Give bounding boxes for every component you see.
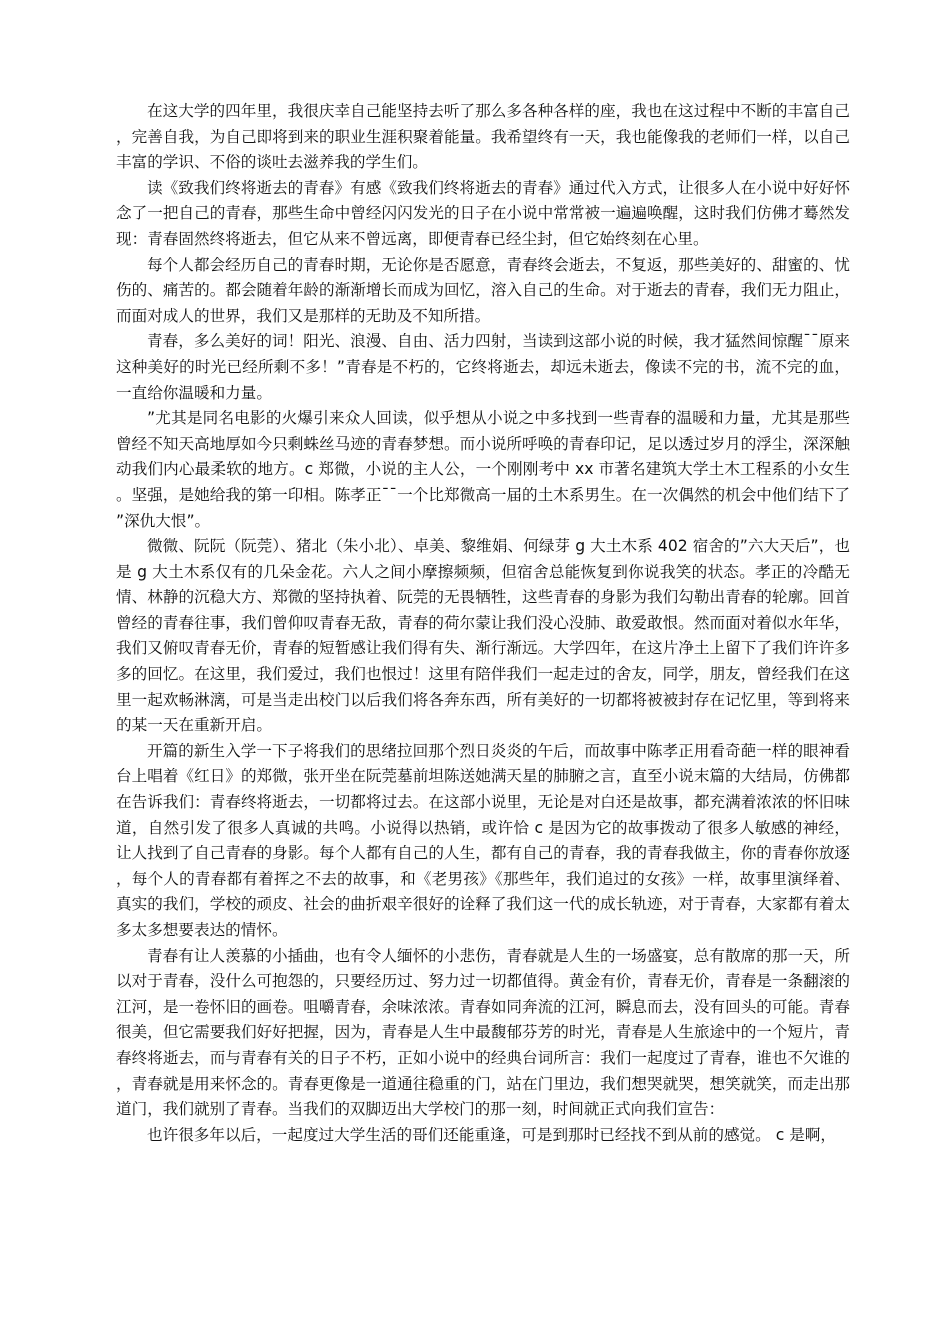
- paragraph: 也许很多年以后，一起度过大学生活的哥们还能重逢，可是到那时已经找不到从前的感觉。 c 是啊，: [147, 1125, 837, 1144]
- paragraph: 每个人都会经历自己的青春时期，无论你是否愿意，青春终会逝去，不复返，那些美好的、甜蜜的、忧伤的、痛苦的。都会随着年龄的渐渐增长而成为回忆，溶入自己的生命。对于逝去的青春，我们无力阻止，而面对成人的世界，我们又是那样的无助及不知所措。: [116, 255, 850, 325]
- paragraph: 读《致我们终将逝去的青春》有感《致我们终将逝去的青春》通过代入方式，让很多人在小说中好好怀念了一把自己的青春，那些生命中曾经闪闪发光的日子在小说中常常被一遍遍唤醒，这时我们仿佛才蓦然发现：青春固然终将逝去，但它从来不曾远离，即便青春已经尘封，但它始终刻在心里。: [116, 178, 850, 248]
- document-page: [116, 99, 850, 1148]
- paragraph: 微微、阮阮（阮莞）、猪北（朱小北）、卓美、黎维娟、何绿芽 g 大土木系 402 宿舍的”六大天后”，也是 g 大土木系仅有的几朵金花。六人之间小摩擦频频，但宿舍总能恢复到你说我笑的状态。孝正的冷酷无情、林静的沉稳大方、郑微的坚持执着、阮莞的无畏牺牲，这些青春的身影为我们勾勒出青春的轮廓。回首曾经的青春往事，我们曾仰叹青春无敌，青春的荷尔蒙让我们没心没肺、敢爱敢恨。然而面对着似水年华，我们又俯叹青春无价，青春的短暂感让我们得有失、渐行渐远。大学四年，在这片净土上留下了我们许许多多的回忆。在这里，我们爱过，我们也恨过！这里有陪伴我们一起走过的舍友，同学，朋友，曾经我们在这里一起欢畅淋漓，可是当走出校门以后我们将各奔东西，所有美好的一切都将被被封存在记忆里，等到将来的某一天在重新开启。: [116, 537, 850, 735]
- paragraph: 青春，多么美好的词！阳光、浪漫、自由、活力四射，当读到这部小说的时候，我才猛然间惊醒¯¯原来这种美好的时光已经所剩不多！”青春是不朽的，它终将逝去，却远未逝去，像读不完的书，流不完的血，一直给你温暖和力量。: [116, 332, 850, 402]
- paragraph: 青春有让人羡慕的小插曲，也有令人缅怀的小悲伤，青春就是人生的一场盛宴，总有散席的那一天，所以对于青春，没什么可抱怨的，只要经历过、努力过一切都值得。黄金有价，青春无价，青春是一条翻滚的江河，是一卷怀旧的画卷。咀嚼青春，余味浓浓。青春如同奔流的江河，瞬息而去，没有回头的可能。青春很美，但它需要我们好好把握，因为，青春是人生中最馥郁芬芳的时光，青春是人生旅途中的一个短片，青春终将逝去，而与青春有关的日子不朽，正如小说中的经典台词所言：我们一起度过了青春，谁也不欠谁的，青春就是用来怀念的。青春更像是一道通往稳重的门，站在门里边，我们想哭就哭，想笑就笑，而走出那道门，我们就别了青春。当我们的双脚迈出大学校门的那一刻，时间就正式向我们宣告：: [116, 946, 850, 1119]
- paragraph: 在这大学的四年里，我很庆幸自己能坚持去听了那么多各种各样的座，我也在这过程中不断的丰富自己，完善自我，为自己即将到来的职业生涯积聚着能量。我希望终有一天，我也能像我的老师们一样，以自己丰富的学识、不俗的谈吐去滋养我的学生们。: [116, 102, 850, 172]
- paragraph: ”尤其是同名电影的火爆引来众人回读，似乎想从小说之中多找到一些青春的温暖和力量，尤其是那些曾经不知天高地厚如今只剩蛛丝马迹的青春梦想。而小说所呼唤的青春印记，足以透过岁月的浮尘，深深触动我们内心最柔软的地方。c 郑微，小说的主人公，一个刚刚考中 xx 市著名建筑大学土木工程系的小女生。坚强，是她给我的第一印相。陈孝正¯¯一个比郑微高一届的土木系男生。在一次偶然的机会中他们结下了”深仇大恨”。: [116, 409, 850, 530]
- paragraph: 开篇的新生入学一下子将我们的思绪拉回那个烈日炎炎的午后，而故事中陈孝正用看奇葩一样的眼神看台上唱着《红日》的郑微，张开坐在阮莞墓前坦陈送她满天星的肺腑之言，直至小说末篇的大结局，仿佛都在告诉我们：青春终将逝去，一切都将过去。在这部小说里，无论是对白还是故事，都充满着浓浓的怀旧味道，自然引发了很多人真诚的共鸣。小说得以热销，或许恰 c 是因为它的故事拨动了很多人敏感的神经，让人找到了自己青春的身影。每个人都有自己的人生，都有自己的青春，我的青春我做主，你的青春你放逐，每个人的青春都有着挥之不去的故事，和《老男孩》《那些年，我们追过的女孩》一样，故事里演绎着、真实的我们，学校的顽皮、社会的曲折艰辛很好的诠释了我们这一代的成长轨迹，对于青春，大家都有着太多太多想要表达的情怀。: [116, 741, 850, 939]
